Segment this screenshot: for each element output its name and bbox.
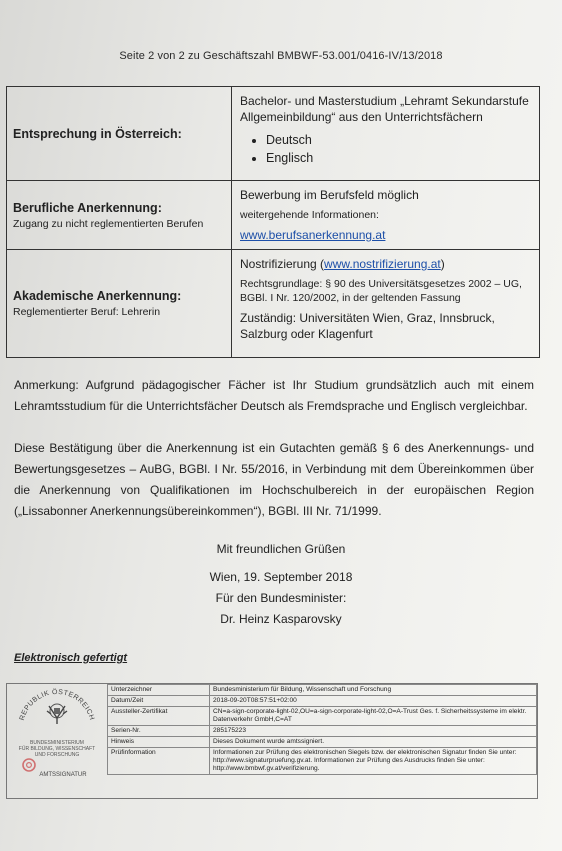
greeting: Mit freundlichen Grüßen (216, 542, 346, 556)
row-professional (7, 181, 540, 250)
signature-key: Hinweis (108, 737, 210, 748)
nostrifizierung-line (240, 256, 531, 272)
page-header: Seite 2 von 2 zu Geschäftszahl BMBWF-53.001/0416-IV/13/2018 (119, 50, 443, 62)
svg-text:REPUBLIK ÖSTERREICH (19, 688, 95, 721)
signature-row (108, 696, 537, 707)
row-equivalence (7, 87, 540, 181)
equivalence-label: Entsprechung in Österreich: (13, 126, 182, 141)
equivalence-text: Bachelor- und Masterstudium „Lehramt Sekundarstufe Allgemeinbildung“ aus den Unterrichtsfächern (240, 94, 529, 124)
signature-row (108, 685, 537, 696)
signatory-name: Dr. Heinz Kasparovsky (220, 612, 342, 626)
official-seal (7, 684, 107, 798)
nostrifizierung-prefix: Nostrifizierung ( (240, 257, 325, 271)
signature-row (108, 726, 537, 737)
nostrifizierung-suffix: ) (440, 257, 445, 271)
signature-table (107, 684, 537, 775)
academic-label: Akademische Anerkennung: (13, 289, 182, 303)
professional-label: Berufliche Anerkennung: (13, 200, 162, 215)
recognition-table (6, 86, 540, 358)
signature-block (6, 683, 538, 799)
signature-value: 285175223 (210, 726, 537, 737)
signature-row (108, 748, 537, 775)
amtssignatur-at-icon (23, 759, 35, 771)
signature-value: Bundesministerium für Bildung, Wissenschaft und Forschung (210, 685, 537, 696)
for-minister: Für den Bundesminister: (215, 591, 347, 605)
legal-basis: Rechtsgrundlage: § 90 des Universitätsgesetzes 2002 – UG, BGBl. I Nr. 120/2002, in der geltenden Fassung (240, 278, 522, 304)
signature-key: Aussteller-Zertifikat (108, 707, 210, 726)
row-academic (7, 250, 540, 358)
signature-row (108, 707, 537, 726)
subject-item: • Englisch (266, 149, 531, 167)
berufsanerkennung-link[interactable]: www.berufsanerkennung.at (240, 228, 386, 242)
note-paragraph: Anmerkung: Aufgrund pädagogischer Fächer ist Ihr Studium grundsätzlich auch mit einem Lehramtsstudium für die Unterrichtsfächer Deutsch als Fremdsprache und Englisch vergleichbar. (14, 378, 534, 413)
subject-list (240, 131, 531, 167)
signature-value: Dieses Dokument wurde amtssigniert. (210, 737, 537, 748)
subject-item: • Deutsch (266, 131, 531, 149)
seal-emblem-icon (7, 684, 107, 798)
academic-sublabel: Reglementierter Beruf: Lehrerin (13, 306, 161, 318)
professional-sublabel: Zugang zu nicht reglementierten Berufen (13, 217, 204, 230)
nostrifizierung-link[interactable]: www.nostrifizierung.at (324, 257, 441, 271)
seal-arc-text: REPUBLIK ÖSTERREICH (18, 688, 96, 722)
amtssignatur-label: AMTSSIGNATUR (39, 772, 87, 778)
seal-ministry-line2: FÜR BILDUNG, WISSENSCHAFT (18, 746, 96, 752)
responsible-universities: Zuständig: Universitäten Wien, Graz, Innsbruck, Salzburg oder Klagenfurt (240, 311, 495, 341)
electronically-signed-label: Elektronisch gefertigt (14, 652, 128, 664)
place-date: Wien, 19. September 2018 (209, 570, 353, 584)
professional-line2: weitergehende Informationen: (240, 209, 379, 221)
seal-ministry-line3: UND FORSCHUNG (34, 752, 80, 758)
signature-value: 2018-09-20T08:57:51+02:00 (210, 696, 537, 707)
professional-line1: Bewerbung im Berufsfeld möglich (240, 188, 419, 202)
signature-key: Datum/Zeit (108, 696, 210, 707)
confirmation-paragraph: Diese Bestätigung über die Anerkennung ist ein Gutachten gemäß § 6 des Anerkennungs- und Bewertungsgesetzes – AuBG, BGBl. I Nr. 55/2016, in Verbindung mit dem Übereinkommen über die Anerkennung von Qualifikationen im Hochschulbereich in der europäischen Region („Lissabonner Anerkennungsübereinkommen“), BGBl. III Nr. 71/1999. (14, 441, 534, 518)
seal-ministry-line1: BUNDESMINISTERIUM (30, 740, 84, 746)
signature-key: Prüfinformation (108, 748, 210, 775)
signature-value: CN=a-sign-corporate-light-02,OU=a-sign-corporate-light-02,O=A-Trust Ges. f. Sicherheitssysteme im elektr. Datenverkehr GmbH,C=AT (210, 707, 537, 726)
signature-key: Unterzeichner (108, 685, 210, 696)
signature-value: Informationen zur Prüfung des elektronischen Siegels bzw. der elektronischen Signatur finden Sie unter: http://www.signaturpruefung.gv.at. Informationen zur Prüfung des Ausdrucks finden Sie unter: http://www.bmbwf.gv.at/verifizierung. (210, 748, 537, 775)
signature-key: Serien-Nr. (108, 726, 210, 737)
signature-row (108, 737, 537, 748)
